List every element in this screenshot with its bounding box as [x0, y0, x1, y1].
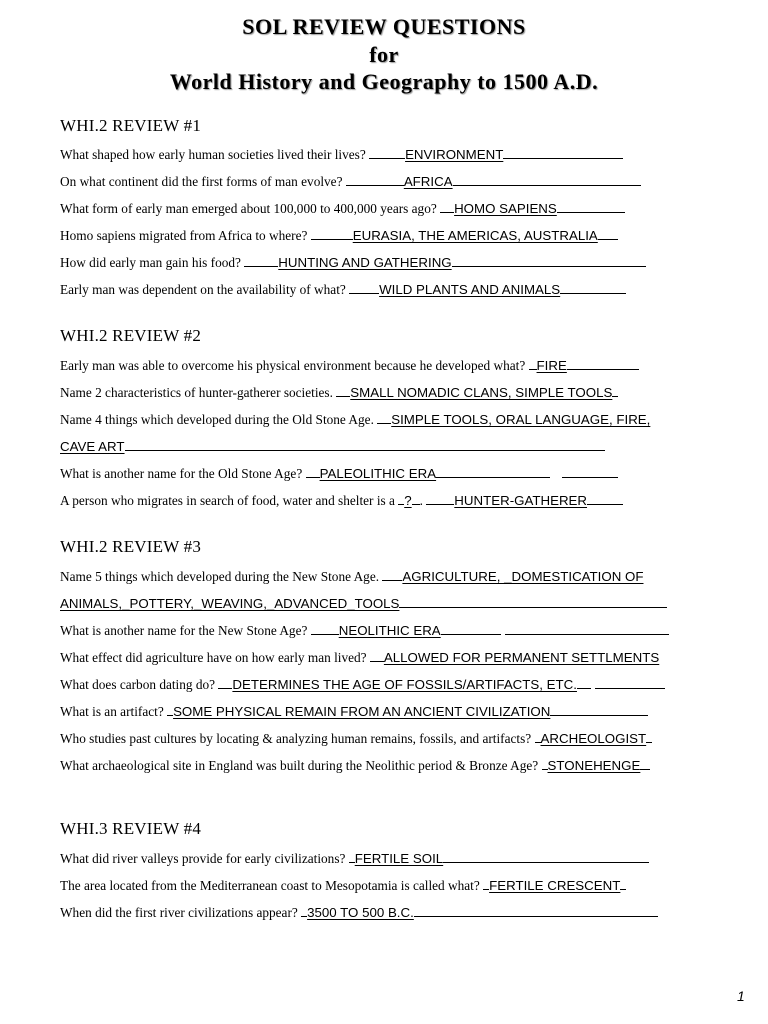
- question-text: What does carbon dating do?: [60, 677, 219, 692]
- answer: DETERMINES THE AGE OF FOSSILS/ARTIFACTS, ETC.: [232, 677, 577, 692]
- question-text: What is another name for the New Stone Age?: [60, 623, 311, 638]
- page-title-line2: for: [369, 42, 399, 67]
- question-text: When did the first river civilizations appear?: [60, 905, 302, 920]
- answer: ENVIRONMENT: [405, 147, 504, 162]
- question-text: Name 5 things which developed during the New Stone Age.: [60, 569, 383, 584]
- page-title-line3: World History and Geography to 1500 A.D.: [169, 69, 599, 94]
- answer: CAVE ART: [60, 439, 125, 454]
- question: [60, 704, 648, 720]
- question: [60, 174, 641, 190]
- answer: WILD PLANTS AND ANIMALS: [379, 282, 561, 297]
- question-continuation: [60, 596, 667, 612]
- answer: HUNTING AND GATHERING: [278, 255, 452, 270]
- answer: SIMPLE TOOLS, ORAL LANGUAGE, FIRE,: [391, 412, 651, 427]
- question-text: Name 4 things which developed during the Old Stone Age.: [60, 412, 378, 427]
- question-text: The area located from the Mediterranean coast to Mesopotamia is called what?: [60, 878, 484, 893]
- answer: PALEOLITHIC ERA: [319, 466, 437, 481]
- question: [60, 878, 626, 894]
- question: [60, 228, 618, 244]
- question-text: What effect did agriculture have on how early man lived?: [60, 650, 370, 665]
- question: [60, 569, 643, 585]
- question: [60, 623, 669, 639]
- answer: SMALL NOMADIC CLANS, SIMPLE TOOLS: [350, 385, 613, 400]
- page-title-line1: SOL REVIEW QUESTIONS: [242, 14, 526, 39]
- blank-mark: ?: [404, 493, 412, 508]
- question: [60, 851, 649, 867]
- answer: HOMO SAPIENS: [454, 201, 557, 216]
- section-heading: WHI.2 REVIEW #2: [60, 326, 202, 345]
- answer: ANIMALS,_POTTERY,_WEAVING,_ADVANCED_TOOLS: [60, 596, 400, 611]
- question: [60, 758, 650, 774]
- question-text: Early man was dependent on the availability of what?: [60, 282, 350, 297]
- answer: FERTILE SOIL: [354, 851, 444, 866]
- answer: EURASIA, THE AMERICAS, AUSTRALIA: [352, 228, 598, 243]
- question-text: Homo sapiens migrated from Africa to where?: [60, 228, 311, 243]
- question: A person who migrates in search of food, water and shelter is a ? . HUNTER-GATHERER: [60, 493, 623, 509]
- answer: FERTILE CRESCENT: [489, 878, 621, 893]
- question: [60, 650, 659, 666]
- answer: ARCHEOLOGIST: [540, 731, 647, 746]
- answer: STONEHENGE: [547, 758, 641, 773]
- question-text: How did early man gain his food?: [60, 255, 245, 270]
- question: [60, 201, 625, 217]
- answer: HUNTER-GATHERER: [454, 493, 588, 508]
- section-heading: WHI.3 REVIEW #4: [60, 819, 202, 838]
- question: [60, 358, 639, 374]
- question: [60, 677, 665, 693]
- question-text: What archaeological site in England was built during the Neolithic period & Bronze Age?: [60, 758, 542, 773]
- question: [60, 147, 623, 163]
- question: [60, 412, 650, 428]
- question: [60, 385, 618, 401]
- question-text: Early man was able to overcome his physical environment because he developed what?: [60, 358, 529, 373]
- question: [60, 466, 618, 482]
- question-text: What is an artifact?: [60, 704, 168, 719]
- question-text: On what continent did the first forms of man evolve?: [60, 174, 346, 189]
- section-heading: WHI.2 REVIEW #3: [60, 537, 202, 556]
- question: [60, 905, 658, 921]
- answer: AGRICULTURE, _DOMESTICATION OF: [402, 569, 644, 584]
- question: [60, 255, 646, 271]
- question-text: Who studies past cultures by locating & analyzing human remains, fossils, and artifacts?: [60, 731, 535, 746]
- answer: SOME PHYSICAL REMAIN FROM AN ANCIENT CIVILIZATION: [173, 704, 551, 719]
- question: [60, 731, 652, 747]
- answer: NEOLITHIC ERA: [338, 623, 441, 638]
- answer: 3500 TO 500 B.C.: [307, 905, 414, 920]
- answer: FIRE: [536, 358, 567, 373]
- section-heading: WHI.2 REVIEW #1: [60, 116, 202, 135]
- question-text: What did river valleys provide for early civilizations?: [60, 851, 349, 866]
- answer: ALLOWED FOR PERMANENT SETTLMENTS: [383, 650, 660, 665]
- answer: AFRICA: [403, 174, 453, 189]
- question-text: Name 2 characteristics of hunter-gatherer societies.: [60, 385, 337, 400]
- question-text: What form of early man emerged about 100,000 to 400,000 years ago?: [60, 201, 441, 216]
- question-text: A person who migrates in search of food, water and shelter is a: [60, 493, 399, 508]
- question: [60, 282, 626, 298]
- page-number: 1: [737, 988, 745, 1004]
- question-text: What is another name for the Old Stone Age?: [60, 466, 306, 481]
- question-text: What shaped how early human societies lived their lives?: [60, 147, 370, 162]
- question-continuation: [60, 439, 605, 455]
